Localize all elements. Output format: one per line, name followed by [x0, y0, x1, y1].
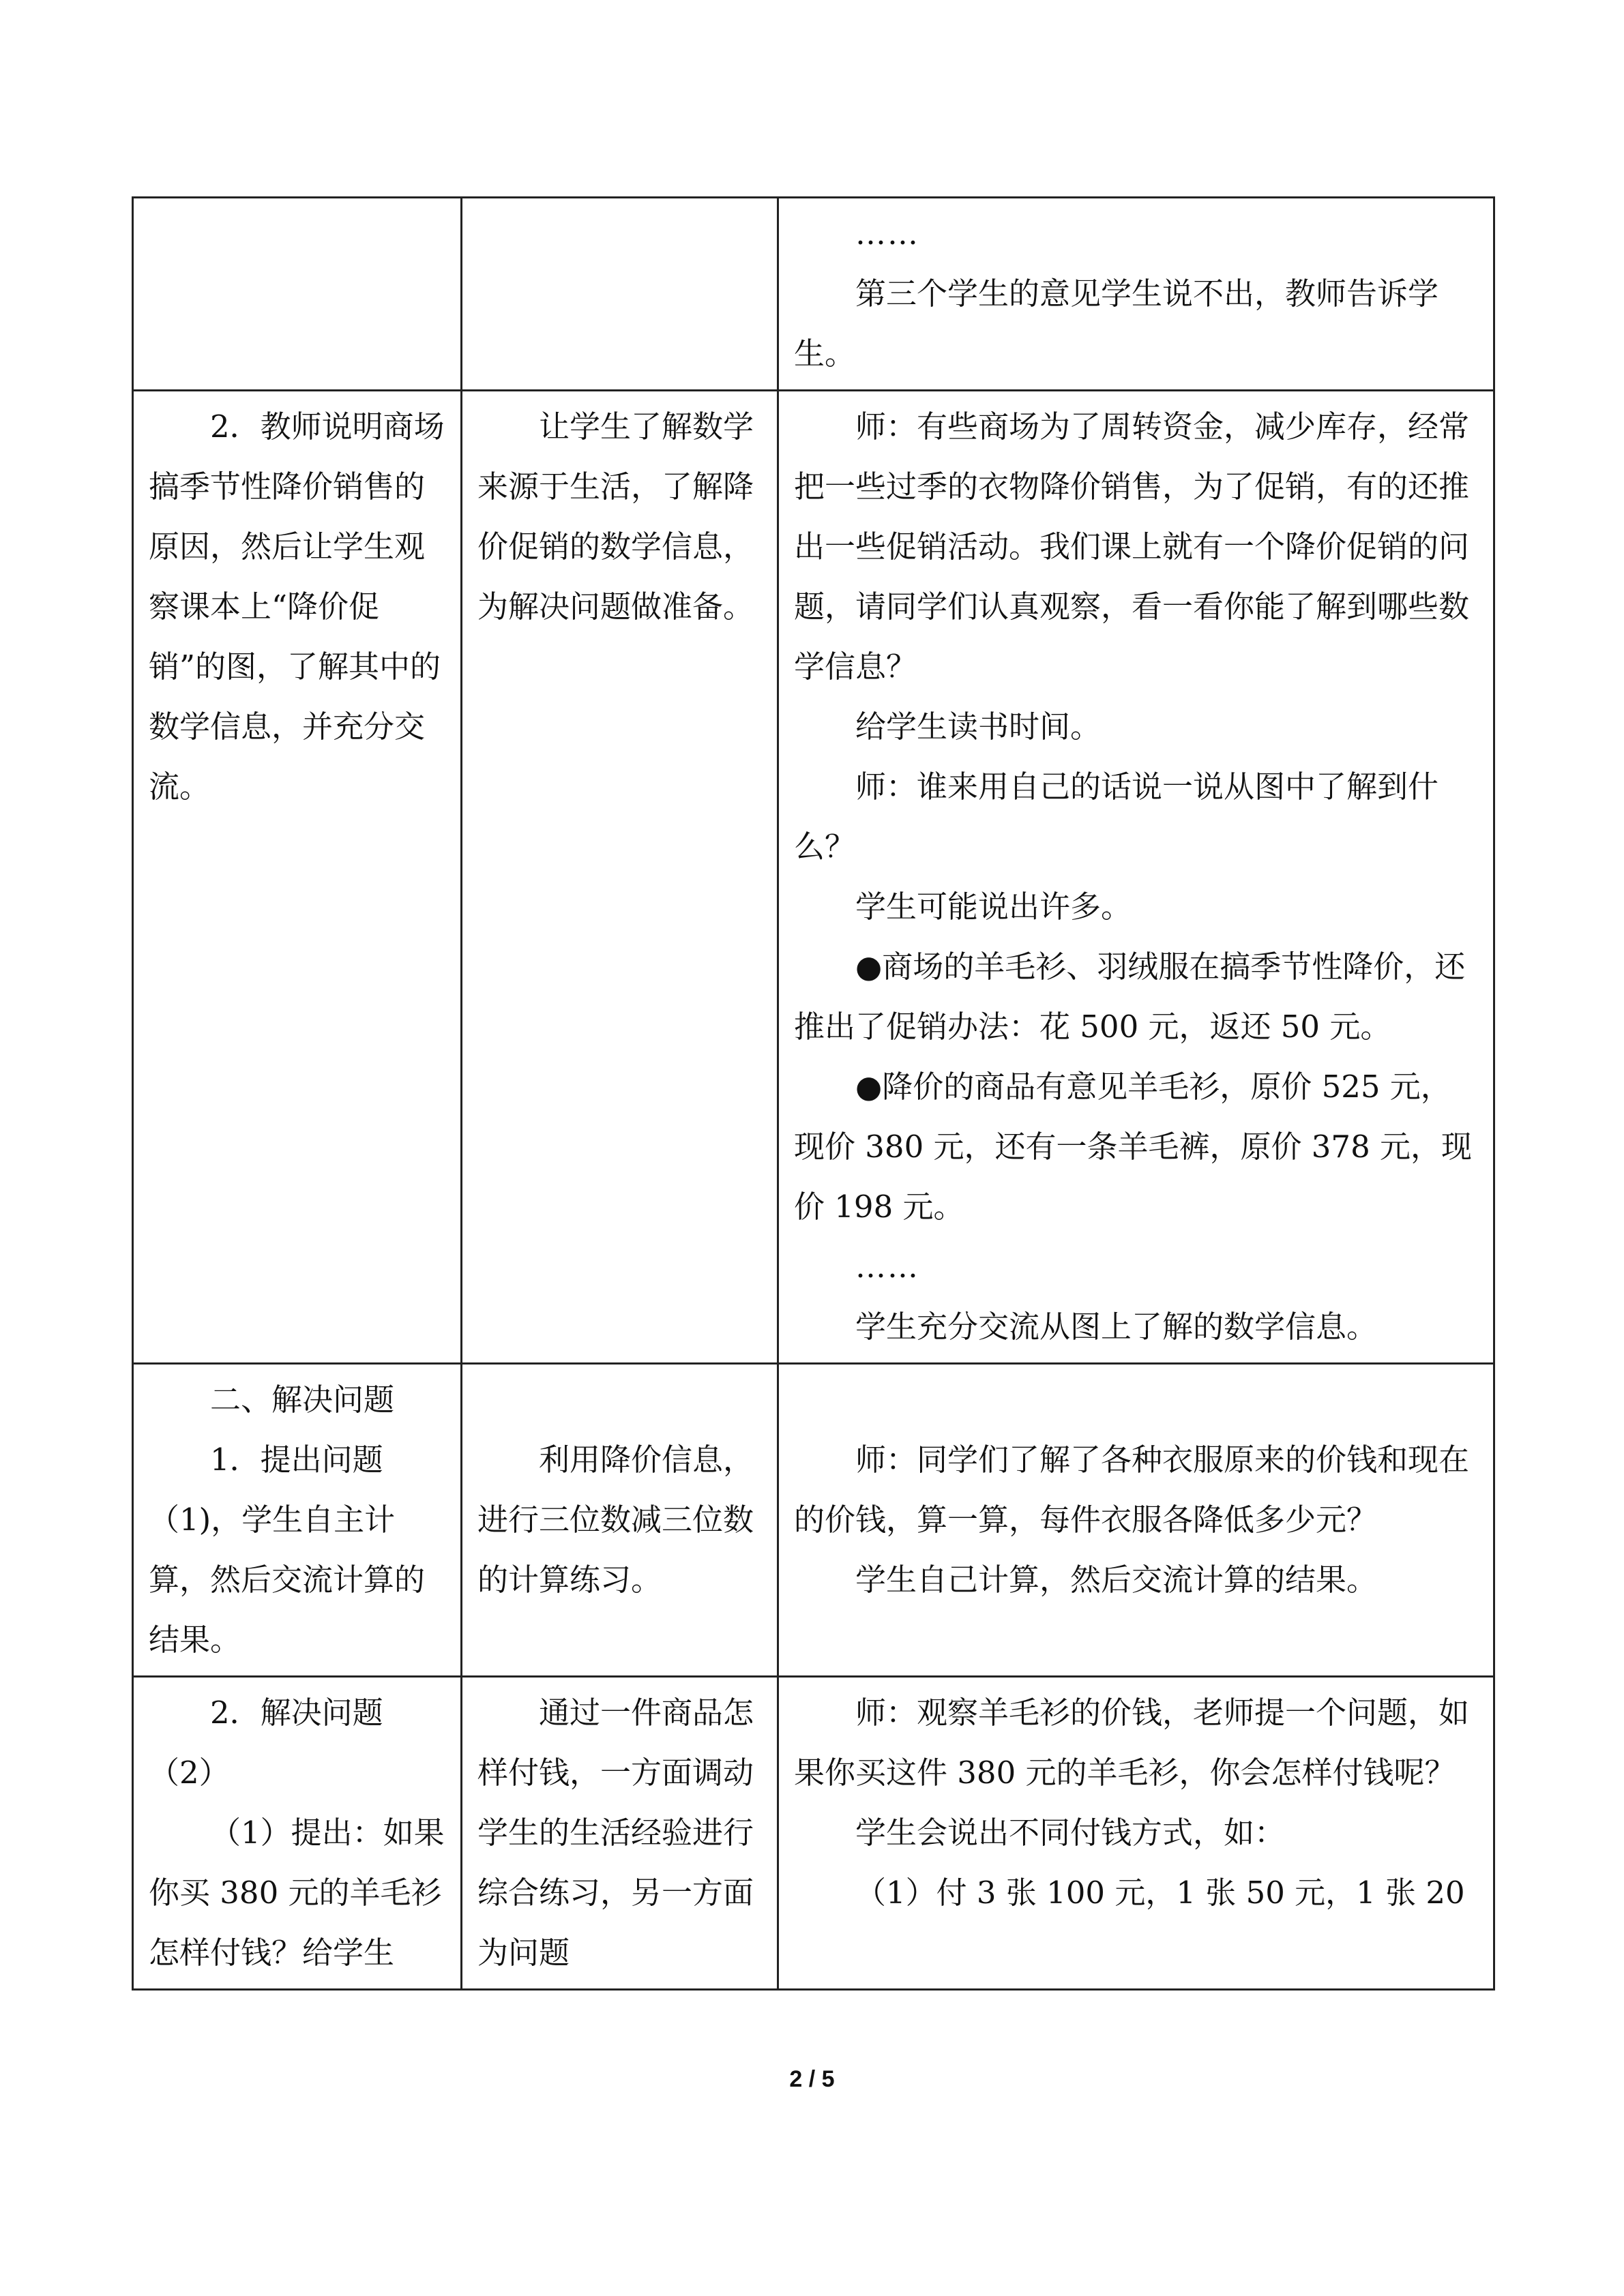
activity-paragraph: 1．提出问题 — [210, 1442, 383, 1478]
table-row — [133, 391, 1494, 1364]
bullet-paragraph: ●降价的商品有意见羊毛衫，原价 525 元，现价 380 元，还有一条羊毛裤，原价 378 元，现价 198 元。 — [794, 1069, 1473, 1225]
intent-paragraph: 让学生了解数学来源于生活，了解降价促销的数学信息，为解决问题做准备。 — [477, 408, 754, 625]
intent-paragraph: 通过一件商品怎样付钱，一方面调动学生的生活经验进行综合练习，另一方面为问题 — [477, 1695, 754, 1971]
process-cell — [778, 1364, 1494, 1677]
table-row — [133, 1677, 1494, 1990]
spacer-line — [794, 1370, 1478, 1430]
section-heading: 二、解决问题 — [210, 1382, 395, 1418]
activity-cell — [133, 1364, 462, 1677]
activity-paragraph: 2．解决问题 — [210, 1695, 383, 1731]
intent-paragraph: 利用降价信息，进行三位数减三位数的计算练习。 — [477, 1442, 754, 1598]
activity-paragraph: （2） — [149, 1755, 230, 1791]
activity-cell — [133, 391, 462, 1364]
table-row — [133, 198, 1494, 391]
process-cell — [778, 391, 1494, 1364]
page-number: 2 / 5 — [789, 2066, 835, 2092]
activity-paragraph: （1)，学生自主计算，然后交流计算的结果。 — [149, 1502, 426, 1658]
spacer-line — [477, 1370, 762, 1430]
process-paragraph: 学生会说出不同付钱方式，如： — [855, 1815, 1286, 1851]
process-paragraph: 师：同学们了解了各种衣服原来的价钱和现在的价钱，算一算，每件衣服各降低多少元？ — [794, 1442, 1470, 1538]
process-paragraph: 师：有些商场为了周转资金，减少库存，经常把一些过季的衣物降价销售，为了促销，有的还推出一些促销活动。我们课上就有一个降价促销的问题，请同学们认真观察，看一看你能了解到哪些数学信息？ — [794, 408, 1470, 685]
lesson-plan-table — [132, 196, 1495, 1991]
process-paragraph: 给学生读书时间。 — [855, 709, 1102, 745]
process-paragraph: 学生可能说出许多。 — [855, 889, 1132, 925]
intent-cell — [462, 1364, 778, 1677]
process-paragraph: （1）付 3 张 100 元，1 张 50 元，1 张 20 — [855, 1875, 1465, 1911]
activity-cell — [133, 198, 462, 391]
process-cell — [778, 198, 1494, 391]
activity-paragraph: 2．教师说明商场搞季节性降价销售的原因，然后让学生观察课本上“降价促销”的图，了解其中的数学信息，并充分交流。 — [149, 408, 445, 805]
ellipsis-text: …… — [855, 1249, 919, 1285]
activity-cell — [133, 1677, 462, 1990]
ellipsis-text: …… — [855, 215, 919, 252]
process-paragraph: 师：谁来用自己的话说一说从图中了解到什么？ — [794, 769, 1439, 865]
process-cell — [778, 1677, 1494, 1990]
process-paragraph: 学生充分交流从图上了解的数学信息。 — [855, 1309, 1378, 1345]
bullet-paragraph: ●商场的羊毛衫、羽绒服在搞季节性降价，还推出了促销办法：花 500 元，返还 50 元。 — [794, 949, 1466, 1045]
table-row — [133, 1364, 1494, 1677]
process-paragraph: 第三个学生的意见学生说不出，教师告诉学生。 — [794, 275, 1439, 372]
intent-cell — [462, 391, 778, 1364]
intent-cell — [462, 198, 778, 391]
intent-cell — [462, 1677, 778, 1990]
process-paragraph: 学生自己计算，然后交流计算的结果。 — [855, 1562, 1378, 1598]
process-paragraph: 师：观察羊毛衫的价钱，老师提一个问题，如果你买这件 380 元的羊毛衫，你会怎样付钱呢？ — [794, 1695, 1470, 1791]
activity-paragraph: （1）提出：如果你买 380 元的羊毛衫怎样付钱？给学生 — [149, 1815, 445, 1971]
